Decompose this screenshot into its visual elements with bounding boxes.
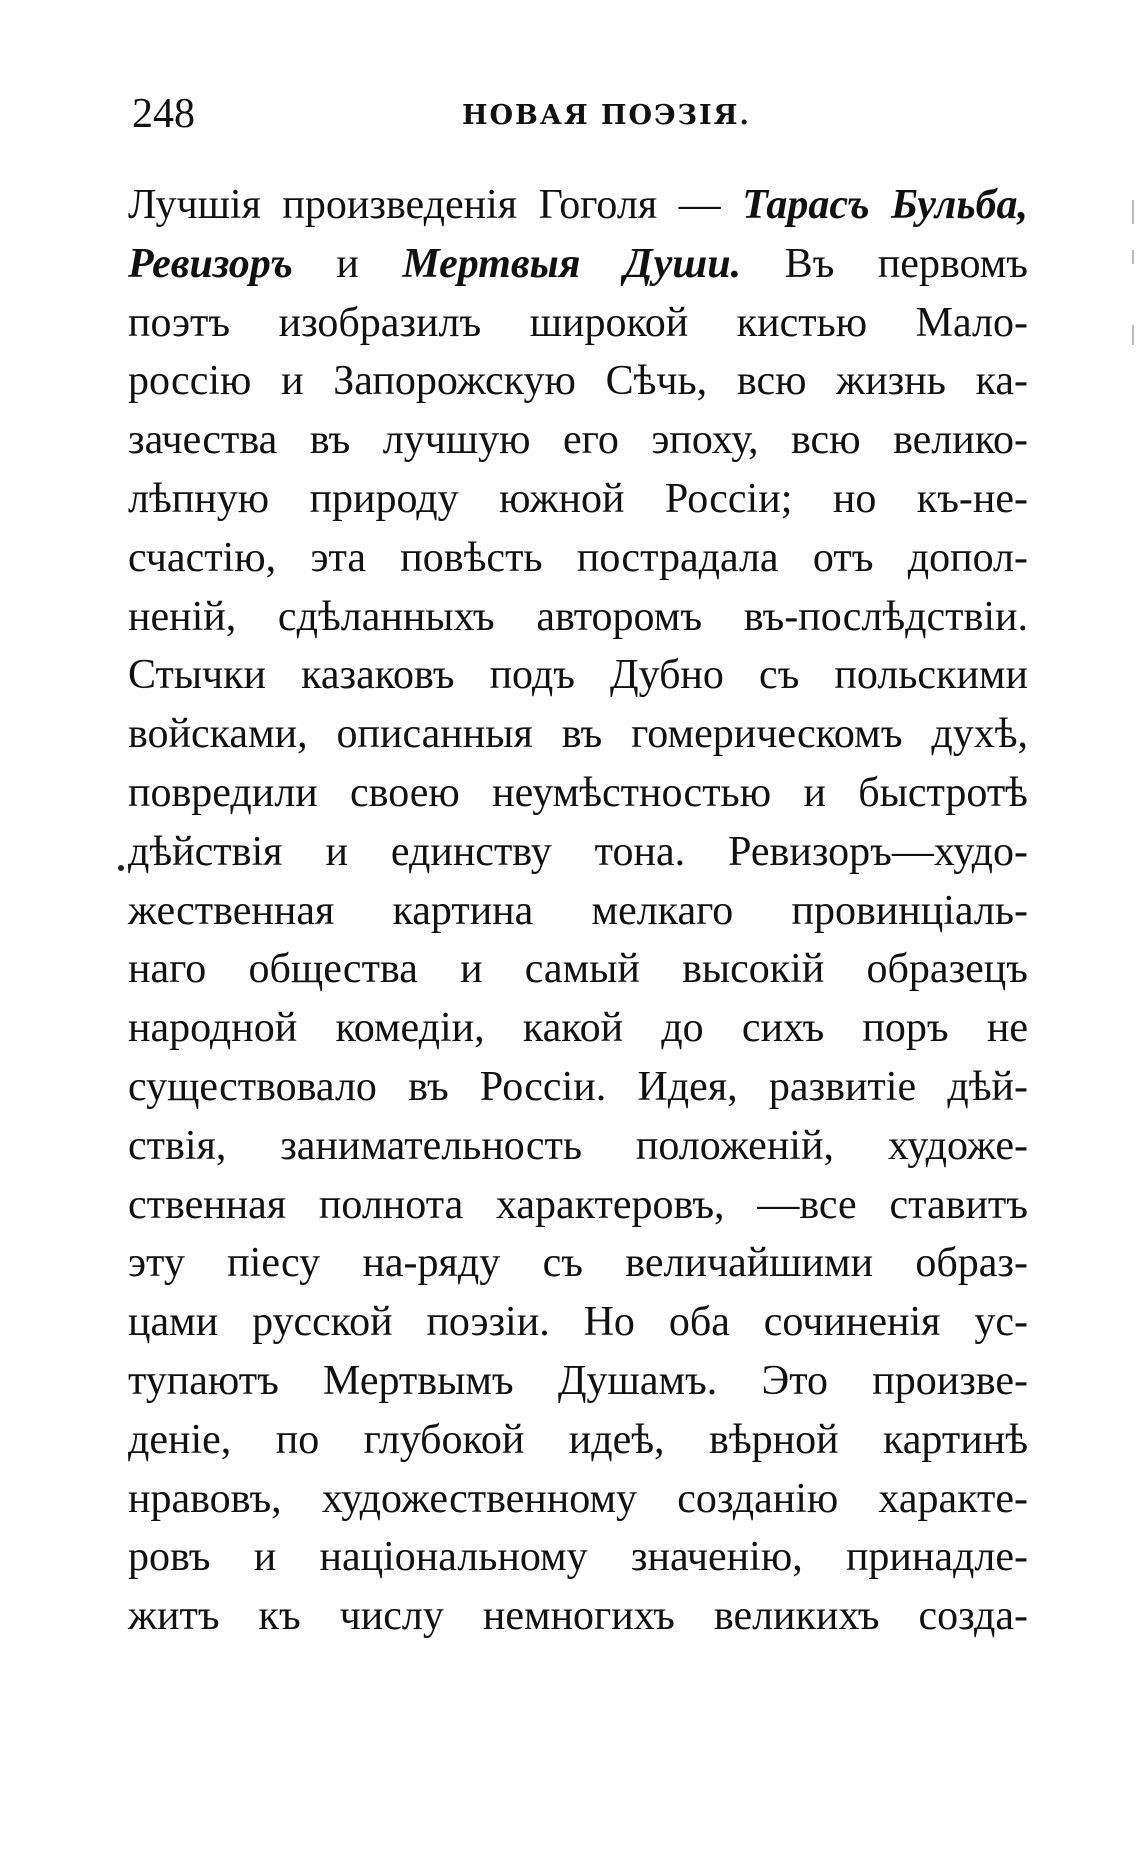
- text-segment: и: [292, 240, 403, 287]
- text-line: [128, 352, 1028, 411]
- text-line: [128, 646, 1028, 705]
- text-segment: Стычки казаковъ подъ Дубно съ польскими: [128, 652, 1028, 699]
- page-header: [132, 84, 1022, 144]
- text-segment: поэтъ изобразилъ широкой кистью Мало-: [128, 299, 1028, 346]
- text-segment: существовало въ Россіи. Идея, развитіе дѣй-: [128, 1063, 1028, 1110]
- text-line: [128, 1470, 1028, 1529]
- scan-artifact: [1132, 200, 1134, 224]
- text-segment: неній, сдѣланныхъ авторомъ въ-послѣдствіи.: [128, 593, 1028, 640]
- text-segment: дѣйствія и единству тона. Ревизоръ—худо-: [128, 828, 1028, 875]
- text-segment: ствія, занимательность положеній, художе-: [128, 1122, 1028, 1169]
- page-number: 248: [132, 91, 195, 137]
- text-line: [128, 1293, 1028, 1352]
- text-segment: лѣпную природу южной Россіи; но къ-не-: [128, 475, 1028, 522]
- text-line: [128, 823, 1028, 882]
- text-line: [128, 529, 1028, 588]
- text-segment: нравовъ, художественному созданію характе-: [128, 1475, 1028, 1522]
- text-segment: наго общества и самый высокій образецъ: [128, 946, 1028, 993]
- text-segment: ственная полнота характеровъ, —все ставитъ: [128, 1181, 1028, 1228]
- text-segment: Лучшія произведенія Гоголя —: [128, 182, 743, 228]
- text-line: [128, 176, 1028, 235]
- text-segment: ровъ и національному значенію, принадле-: [128, 1534, 1028, 1581]
- text-line: [128, 588, 1028, 647]
- text-line: [128, 411, 1028, 470]
- italic-title: Тарасъ Бульба,: [742, 182, 1028, 228]
- text-segment: деніе, по глубокой идеѣ, вѣрной картинѣ: [128, 1416, 1028, 1463]
- italic-title: Мертвыя Души.: [402, 240, 742, 287]
- text-line: [128, 470, 1028, 529]
- text-segment: зачества въ лучшую его эпоху, всю велико-: [128, 417, 1028, 464]
- text-line: [128, 882, 1028, 941]
- scan-artifact: [1132, 325, 1134, 345]
- text-line: [128, 1117, 1028, 1176]
- text-line: [128, 999, 1028, 1058]
- running-title: НОВАЯ ПОЭЗІЯ.: [462, 100, 751, 131]
- text-segment: россію и Запорожскую Сѣчь, всю жизнь ка-: [128, 358, 1028, 405]
- text-line: [128, 235, 1028, 294]
- text-segment: тупаютъ Мертвымъ Душамъ. Это произве-: [128, 1357, 1028, 1404]
- text-line: [128, 1234, 1028, 1293]
- text-line: [128, 1176, 1028, 1235]
- margin-mark: [118, 865, 124, 871]
- text-segment: Въ первомъ: [741, 240, 1028, 287]
- text-segment: эту піесу на-ряду съ величайшими образ-: [128, 1240, 1028, 1287]
- text-line: [128, 940, 1028, 999]
- text-segment: народной комедіи, какой до сихъ поръ не: [128, 1005, 1028, 1052]
- text-line: [128, 1352, 1028, 1411]
- text-segment: житъ къ числу немногихъ великихъ созда-: [128, 1593, 1028, 1640]
- text-line: [128, 1528, 1028, 1587]
- text-segment: цами русской поэзіи. Но оба сочиненія ус-: [128, 1299, 1028, 1346]
- text-segment: жественная картина мелкаго провинціаль-: [128, 887, 1028, 934]
- text-line: [128, 1411, 1028, 1470]
- text-line: [128, 1058, 1028, 1117]
- text-segment: повредили своею неумѣстностью и быстротѣ: [128, 769, 1028, 816]
- text-line: [128, 764, 1028, 823]
- body-text: [128, 176, 1028, 1646]
- text-line: [128, 294, 1028, 353]
- text-segment: счастію, эта повѣсть пострадала отъ допол-: [128, 534, 1028, 581]
- text-line: [128, 1587, 1028, 1646]
- text-line: [128, 705, 1028, 764]
- scan-artifact: [1132, 250, 1134, 264]
- italic-title: Ревизоръ: [128, 240, 293, 287]
- text-segment: войсками, описанныя въ гомерическомъ духѣ,: [128, 711, 1028, 758]
